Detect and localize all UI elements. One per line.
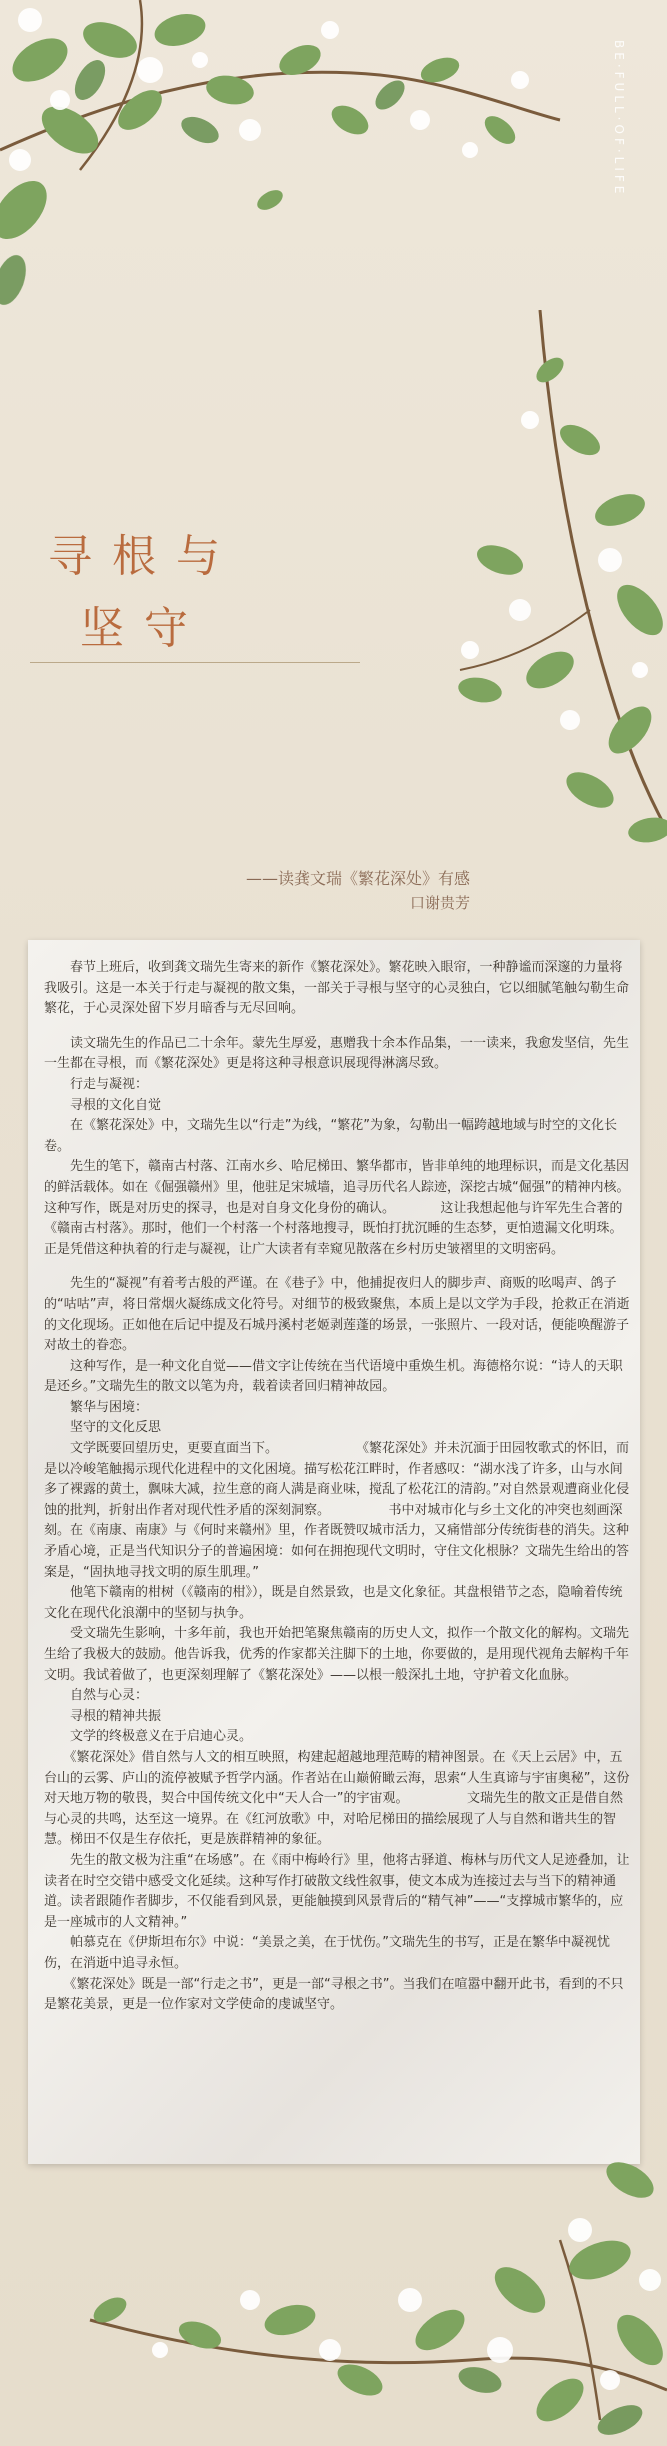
paragraph: 受文瑞先生影响，十多年前，我也开始把笔聚焦赣南的历史人文，拟作一个散文化的解构。文瑞先生给了我极大的鼓励。他告诉我，优秀的作家都关注脚下的土地，你要做的，是用现代视角去解构千年文明。我试着做了，也更深刻理解了《繁花深处》——以根一般深扎土地，守护着文化血脉。: [44, 1626, 630, 1683]
paragraph: 自然与心灵：: [44, 1688, 149, 1704]
paragraph: 寻根的文化自觉: [44, 1097, 162, 1113]
author: 口谢贵芳: [409, 894, 470, 912]
paragraph: 《繁花深处》既是一部“行走之书”，更是一部“寻根之书”。当我们在喧嚣中翻开此书，看到的不只是繁花美景，更是一位作家对文学使命的虔诚坚守。: [44, 1976, 624, 2013]
paragraph: 寻根的精神共振: [44, 1708, 162, 1724]
paragraph: 读文瑞先生的作品已二十余年。蒙先生厚爱，惠赠我十余本作品集，一一读来，我愈发坚信，先生一生都在寻根，而《繁花深处》更是将这种寻根意识展现得淋漓尽致。: [44, 1035, 630, 1072]
article-body: [44, 958, 634, 2016]
paragraph: 春节上班后，收到龚文瑞先生寄来的新作《繁花深处》。繁花映入眼帘，一种静谧而深邃的力量将我吸引。这是一本关于行走与凝视的散文集，一部关于寻根与坚守的心灵独白，它以细腻笔触勾勒生命繁花，于心灵深处留下岁月暗香与无尽回响。: [44, 960, 630, 1017]
paragraph: 《繁花深处》借自然与人文的相互映照，构建起超越地理范畴的精神图景。在《天上云居》中，五台山的云雾、庐山的流停被赋予哲学内涵。作者站在山巅俯瞰云海，思索“人生真谛与宇宙奥秘”，这份对天地万物的敬畏，契合中国传统文化中“天人合一”的宇宙观。 文瑞先生的散文正是借自然与心灵的共鸣，达至这一境界。在《红河放歌》中，对哈尼梯田的描绘展现了人与自然和谐共生的智慧。梯田不仅是生存依托，更是族群精神的象征。: [44, 1749, 630, 1848]
paragraph: 文学既要回望历史，更要直面当下。 《繁花深处》并未沉湎于田园牧歌式的怀旧，而是以冷峻笔触揭示现代化进程中的文化困境。描写松花江畔时，作者感叹：“湖水浅了许多，山与水间多了裸露的黄土，飘味大减，拉生意的商人满是商业味，搅乱了松花江的清韵。”对自然景观遭商业化侵蚀的批判，折射出作者对现代性矛盾的深刻洞察。 书中对城市化与乡土文化的冲突也刻画深刻。在《南康、南康》与《何时来赣州》里，作者既赞叹城市活力，又痛惜部分传统街巷的消失。这种矛盾心境，正是当代知识分子的普遍困境：如何在拥抱现代文明时，守住文化根脉？文瑞先生给出的答案是，“固执地寻找文明的原生肌理。”: [44, 1441, 630, 1580]
floral-branch-top-left: [0, 0, 600, 310]
paragraph: 先生的“凝视”有着考古般的严谨。在《巷子》中，他捕捉夜归人的脚步声、商贩的吆喝声、鸽子的“咕咕”声，将日常烟火凝练成文化符号。对细节的极致聚焦，本质上是以文学为手段，抢救正在消逝的文化现场。正如他在后记中提及石城丹溪村老姬剥莲蓬的场景，一张照片、一段对话，便能唤醒游子对故土的眷恋。: [44, 1276, 630, 1354]
floral-branch-bottom: [0, 2120, 667, 2446]
paragraph: 繁华与困境：: [44, 1399, 149, 1415]
paragraph: 帕慕克在《伊斯坦布尔》中说：“美景之美，在于忧伤。”文瑞先生的书写，正是在繁华中凝视忧伤，在消逝中追寻永恒。: [44, 1935, 610, 1971]
paragraph: 行走与凝视：: [44, 1076, 149, 1092]
paragraph: 坚守的文化反思: [44, 1420, 162, 1436]
paragraph: 在《繁花深处》中，文瑞先生以“行走”为线，“繁花”为象，勾勒出一幅跨越地域与时空的文化长卷。: [44, 1118, 617, 1154]
paragraph: 文学的终极意义在于启迪心灵。: [44, 1729, 253, 1745]
paragraph: 这种写作，是一种文化自觉——借文字让传统在当代语境中重焕生机。海德格尔说：“诗人的天职是还乡。”文瑞先生的散文以笔为舟，载着读者回归精神故园。: [44, 1358, 623, 1395]
floral-branch-right: [440, 310, 667, 870]
title-line-1: 寻根与: [48, 531, 240, 582]
subtitle: ——读龚文瑞《繁花深处》有感: [245, 869, 470, 888]
paragraph: 他笔下赣南的柑树（《赣南的柑》），既是自然景致，也是文化象征。其盘根错节之态，隐喻着传统文化在现代化浪潮中的坚韧与执争。: [44, 1585, 623, 1621]
title-divider: [30, 662, 360, 663]
side-text: BE·FULL·OF·LIFE: [612, 40, 626, 198]
title-line-2: 坚守: [80, 603, 208, 654]
paragraph: 先生的笔下，赣南古村落、江南水乡、哈尼梯田、繁华都市，皆非单纯的地理标识，而是文化基因的鲜活载体。如在《倔强赣州》里，他驻足宋城墙，追寻历代名人踪迹，深挖古城“倔强”的精神内核。这种写作，既是对历史的探寻，也是对自身文化身份的确认。 这让我想起他与许军先生合著的《赣南古村落》。那时，他们一个村落一个村落地搜寻，既怕打扰沉睡的生态梦，更怕遗漏文化明珠。正是凭借这种执着的行走与凝视，让广大读者有幸窥见散落在乡村历史皱褶里的文明密码。: [44, 1159, 630, 1257]
paragraph: 先生的散文极为注重“在场感”。在《雨中梅岭行》里，他将古驿道、梅林与历代文人足迹叠加，让读者在时空交错中感受文化延续。这种写作打破散文线性叙事，使文本成为连接过去与当下的精神通道。读者跟随作者脚步，不仅能看到风景，更能触摸到风景背后的“精气神”——“支撑城市繁华的，应是一座城市的人文精神。”: [44, 1852, 630, 1930]
